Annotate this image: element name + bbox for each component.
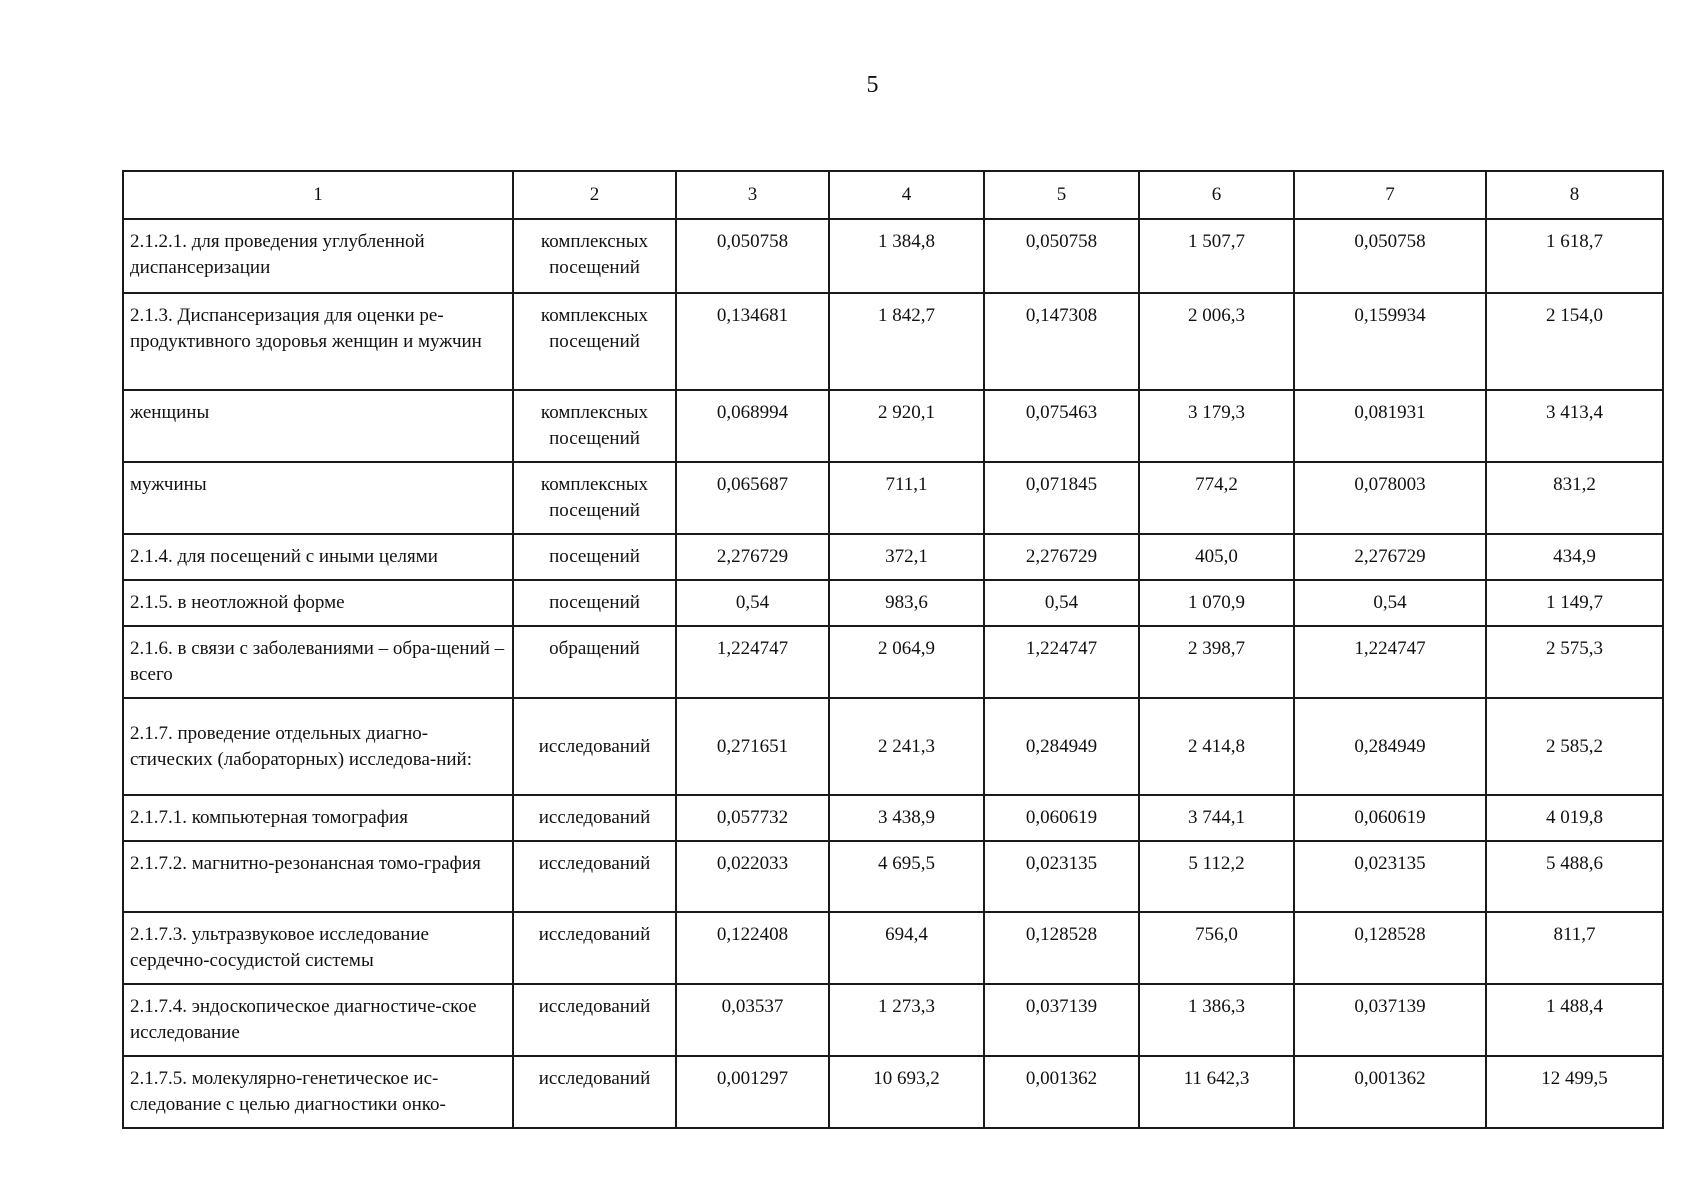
- row-value: 0,54: [984, 580, 1139, 626]
- table-header-row: [123, 171, 1663, 219]
- row-value: 1 618,7: [1486, 219, 1663, 293]
- row-value: 0,023135: [1294, 841, 1486, 912]
- row-value: 0,147308: [984, 293, 1139, 390]
- row-value: 3 744,1: [1139, 795, 1294, 841]
- row-value: 0,050758: [1294, 219, 1486, 293]
- row-unit: посещений: [513, 534, 676, 580]
- column-header: 7: [1294, 171, 1486, 219]
- row-value: 2 241,3: [829, 698, 984, 795]
- table-row: [123, 580, 1663, 626]
- row-value: 10 693,2: [829, 1056, 984, 1128]
- table-row: [123, 462, 1663, 534]
- table-row: [123, 219, 1663, 293]
- row-value: 811,7: [1486, 912, 1663, 984]
- row-value: 711,1: [829, 462, 984, 534]
- row-unit: исследований: [513, 795, 676, 841]
- row-value: 0,068994: [676, 390, 829, 462]
- row-value: 1 507,7: [1139, 219, 1294, 293]
- table-row: [123, 984, 1663, 1056]
- row-value: 0,037139: [984, 984, 1139, 1056]
- row-value: 12 499,5: [1486, 1056, 1663, 1128]
- row-value: 0,023135: [984, 841, 1139, 912]
- row-value: 0,078003: [1294, 462, 1486, 534]
- table-row: [123, 841, 1663, 912]
- row-value: 0,065687: [676, 462, 829, 534]
- row-value: 756,0: [1139, 912, 1294, 984]
- row-unit: исследований: [513, 841, 676, 912]
- row-unit: комплексных посещений: [513, 462, 676, 534]
- row-value: 1,224747: [984, 626, 1139, 698]
- row-unit: комплексных посещений: [513, 293, 676, 390]
- row-name: 2.1.7.3. ультразвуковое исследование сердечно-сосудистой системы: [123, 912, 513, 984]
- row-name: 2.1.7.4. эндоскопическое диагностиче-ское исследование: [123, 984, 513, 1056]
- table-row: [123, 390, 1663, 462]
- row-unit: исследований: [513, 698, 676, 795]
- row-value: 0,001362: [1294, 1056, 1486, 1128]
- row-value: 0,128528: [984, 912, 1139, 984]
- row-value: 0,050758: [676, 219, 829, 293]
- row-value: 2,276729: [676, 534, 829, 580]
- row-value: 2 575,3: [1486, 626, 1663, 698]
- table-row: [123, 293, 1663, 390]
- row-unit: обращений: [513, 626, 676, 698]
- row-value: 4 695,5: [829, 841, 984, 912]
- row-name: 2.1.7.5. молекулярно-генетическое ис-следование с целью диагностики онко-: [123, 1056, 513, 1128]
- row-value: 0,075463: [984, 390, 1139, 462]
- row-value: 1,224747: [676, 626, 829, 698]
- row-name: 2.1.2.1. для проведения углубленной диспансеризации: [123, 219, 513, 293]
- row-value: 2 585,2: [1486, 698, 1663, 795]
- row-value: 831,2: [1486, 462, 1663, 534]
- row-unit: исследований: [513, 984, 676, 1056]
- row-value: 983,6: [829, 580, 984, 626]
- row-value: 694,4: [829, 912, 984, 984]
- column-header: 1: [123, 171, 513, 219]
- row-value: 11 642,3: [1139, 1056, 1294, 1128]
- table-row: [123, 534, 1663, 580]
- row-value: 0,050758: [984, 219, 1139, 293]
- row-value: 0,122408: [676, 912, 829, 984]
- row-value: 5 488,6: [1486, 841, 1663, 912]
- table-row: [123, 698, 1663, 795]
- row-value: 1 386,3: [1139, 984, 1294, 1056]
- row-value: 405,0: [1139, 534, 1294, 580]
- row-name: 2.1.3. Диспансеризация для оценки ре-продуктивного здоровья женщин и мужчин: [123, 293, 513, 390]
- row-value: 1 384,8: [829, 219, 984, 293]
- row-value: 2 398,7: [1139, 626, 1294, 698]
- column-header: 8: [1486, 171, 1663, 219]
- table-row: [123, 795, 1663, 841]
- row-value: 0,060619: [1294, 795, 1486, 841]
- page-number: 5: [866, 72, 879, 98]
- row-value: 2,276729: [984, 534, 1139, 580]
- row-value: 0,001297: [676, 1056, 829, 1128]
- row-value: 2 414,8: [1139, 698, 1294, 795]
- row-unit: исследований: [513, 1056, 676, 1128]
- column-header: 2: [513, 171, 676, 219]
- row-value: 2 920,1: [829, 390, 984, 462]
- row-value: 0,071845: [984, 462, 1139, 534]
- row-name: 2.1.4. для посещений с иными целями: [123, 534, 513, 580]
- row-value: 434,9: [1486, 534, 1663, 580]
- row-value: 5 112,2: [1139, 841, 1294, 912]
- indicators-table: [122, 170, 1664, 1129]
- row-name: женщины: [123, 390, 513, 462]
- row-value: 0,54: [1294, 580, 1486, 626]
- row-value: 1 070,9: [1139, 580, 1294, 626]
- row-value: 1 488,4: [1486, 984, 1663, 1056]
- row-value: 1,224747: [1294, 626, 1486, 698]
- row-name: 2.1.7. проведение отдельных диагно-стических (лабораторных) исследова-ний:: [123, 698, 513, 795]
- row-name: 2.1.6. в связи с заболеваниями – обра-щений – всего: [123, 626, 513, 698]
- row-value: 372,1: [829, 534, 984, 580]
- row-unit: комплексных посещений: [513, 219, 676, 293]
- row-value: 2,276729: [1294, 534, 1486, 580]
- row-value: 1 273,3: [829, 984, 984, 1056]
- row-value: 3 438,9: [829, 795, 984, 841]
- row-value: 0,54: [676, 580, 829, 626]
- row-value: 0,03537: [676, 984, 829, 1056]
- row-value: 0,284949: [1294, 698, 1486, 795]
- row-name: 2.1.7.2. магнитно-резонансная томо-графия: [123, 841, 513, 912]
- row-value: 0,057732: [676, 795, 829, 841]
- row-value: 3 179,3: [1139, 390, 1294, 462]
- row-value: 0,081931: [1294, 390, 1486, 462]
- row-unit: исследований: [513, 912, 676, 984]
- row-value: 2 154,0: [1486, 293, 1663, 390]
- row-value: 0,022033: [676, 841, 829, 912]
- row-value: 4 019,8: [1486, 795, 1663, 841]
- column-header: 3: [676, 171, 829, 219]
- row-name: 2.1.7.1. компьютерная томография: [123, 795, 513, 841]
- row-value: 0,001362: [984, 1056, 1139, 1128]
- column-header: 4: [829, 171, 984, 219]
- row-value: 0,037139: [1294, 984, 1486, 1056]
- column-header: 6: [1139, 171, 1294, 219]
- row-value: 0,284949: [984, 698, 1139, 795]
- table-row: [123, 626, 1663, 698]
- row-value: 0,271651: [676, 698, 829, 795]
- row-value: 1 149,7: [1486, 580, 1663, 626]
- row-name: мужчины: [123, 462, 513, 534]
- row-unit: комплексных посещений: [513, 390, 676, 462]
- row-value: 1 842,7: [829, 293, 984, 390]
- row-unit: посещений: [513, 580, 676, 626]
- row-value: 0,159934: [1294, 293, 1486, 390]
- row-value: 2 006,3: [1139, 293, 1294, 390]
- table-row: [123, 1056, 1663, 1128]
- row-name: 2.1.5. в неотложной форме: [123, 580, 513, 626]
- row-value: 2 064,9: [829, 626, 984, 698]
- column-header: 5: [984, 171, 1139, 219]
- table-row: [123, 912, 1663, 984]
- row-value: 0,128528: [1294, 912, 1486, 984]
- row-value: 3 413,4: [1486, 390, 1663, 462]
- row-value: 0,060619: [984, 795, 1139, 841]
- row-value: 774,2: [1139, 462, 1294, 534]
- row-value: 0,134681: [676, 293, 829, 390]
